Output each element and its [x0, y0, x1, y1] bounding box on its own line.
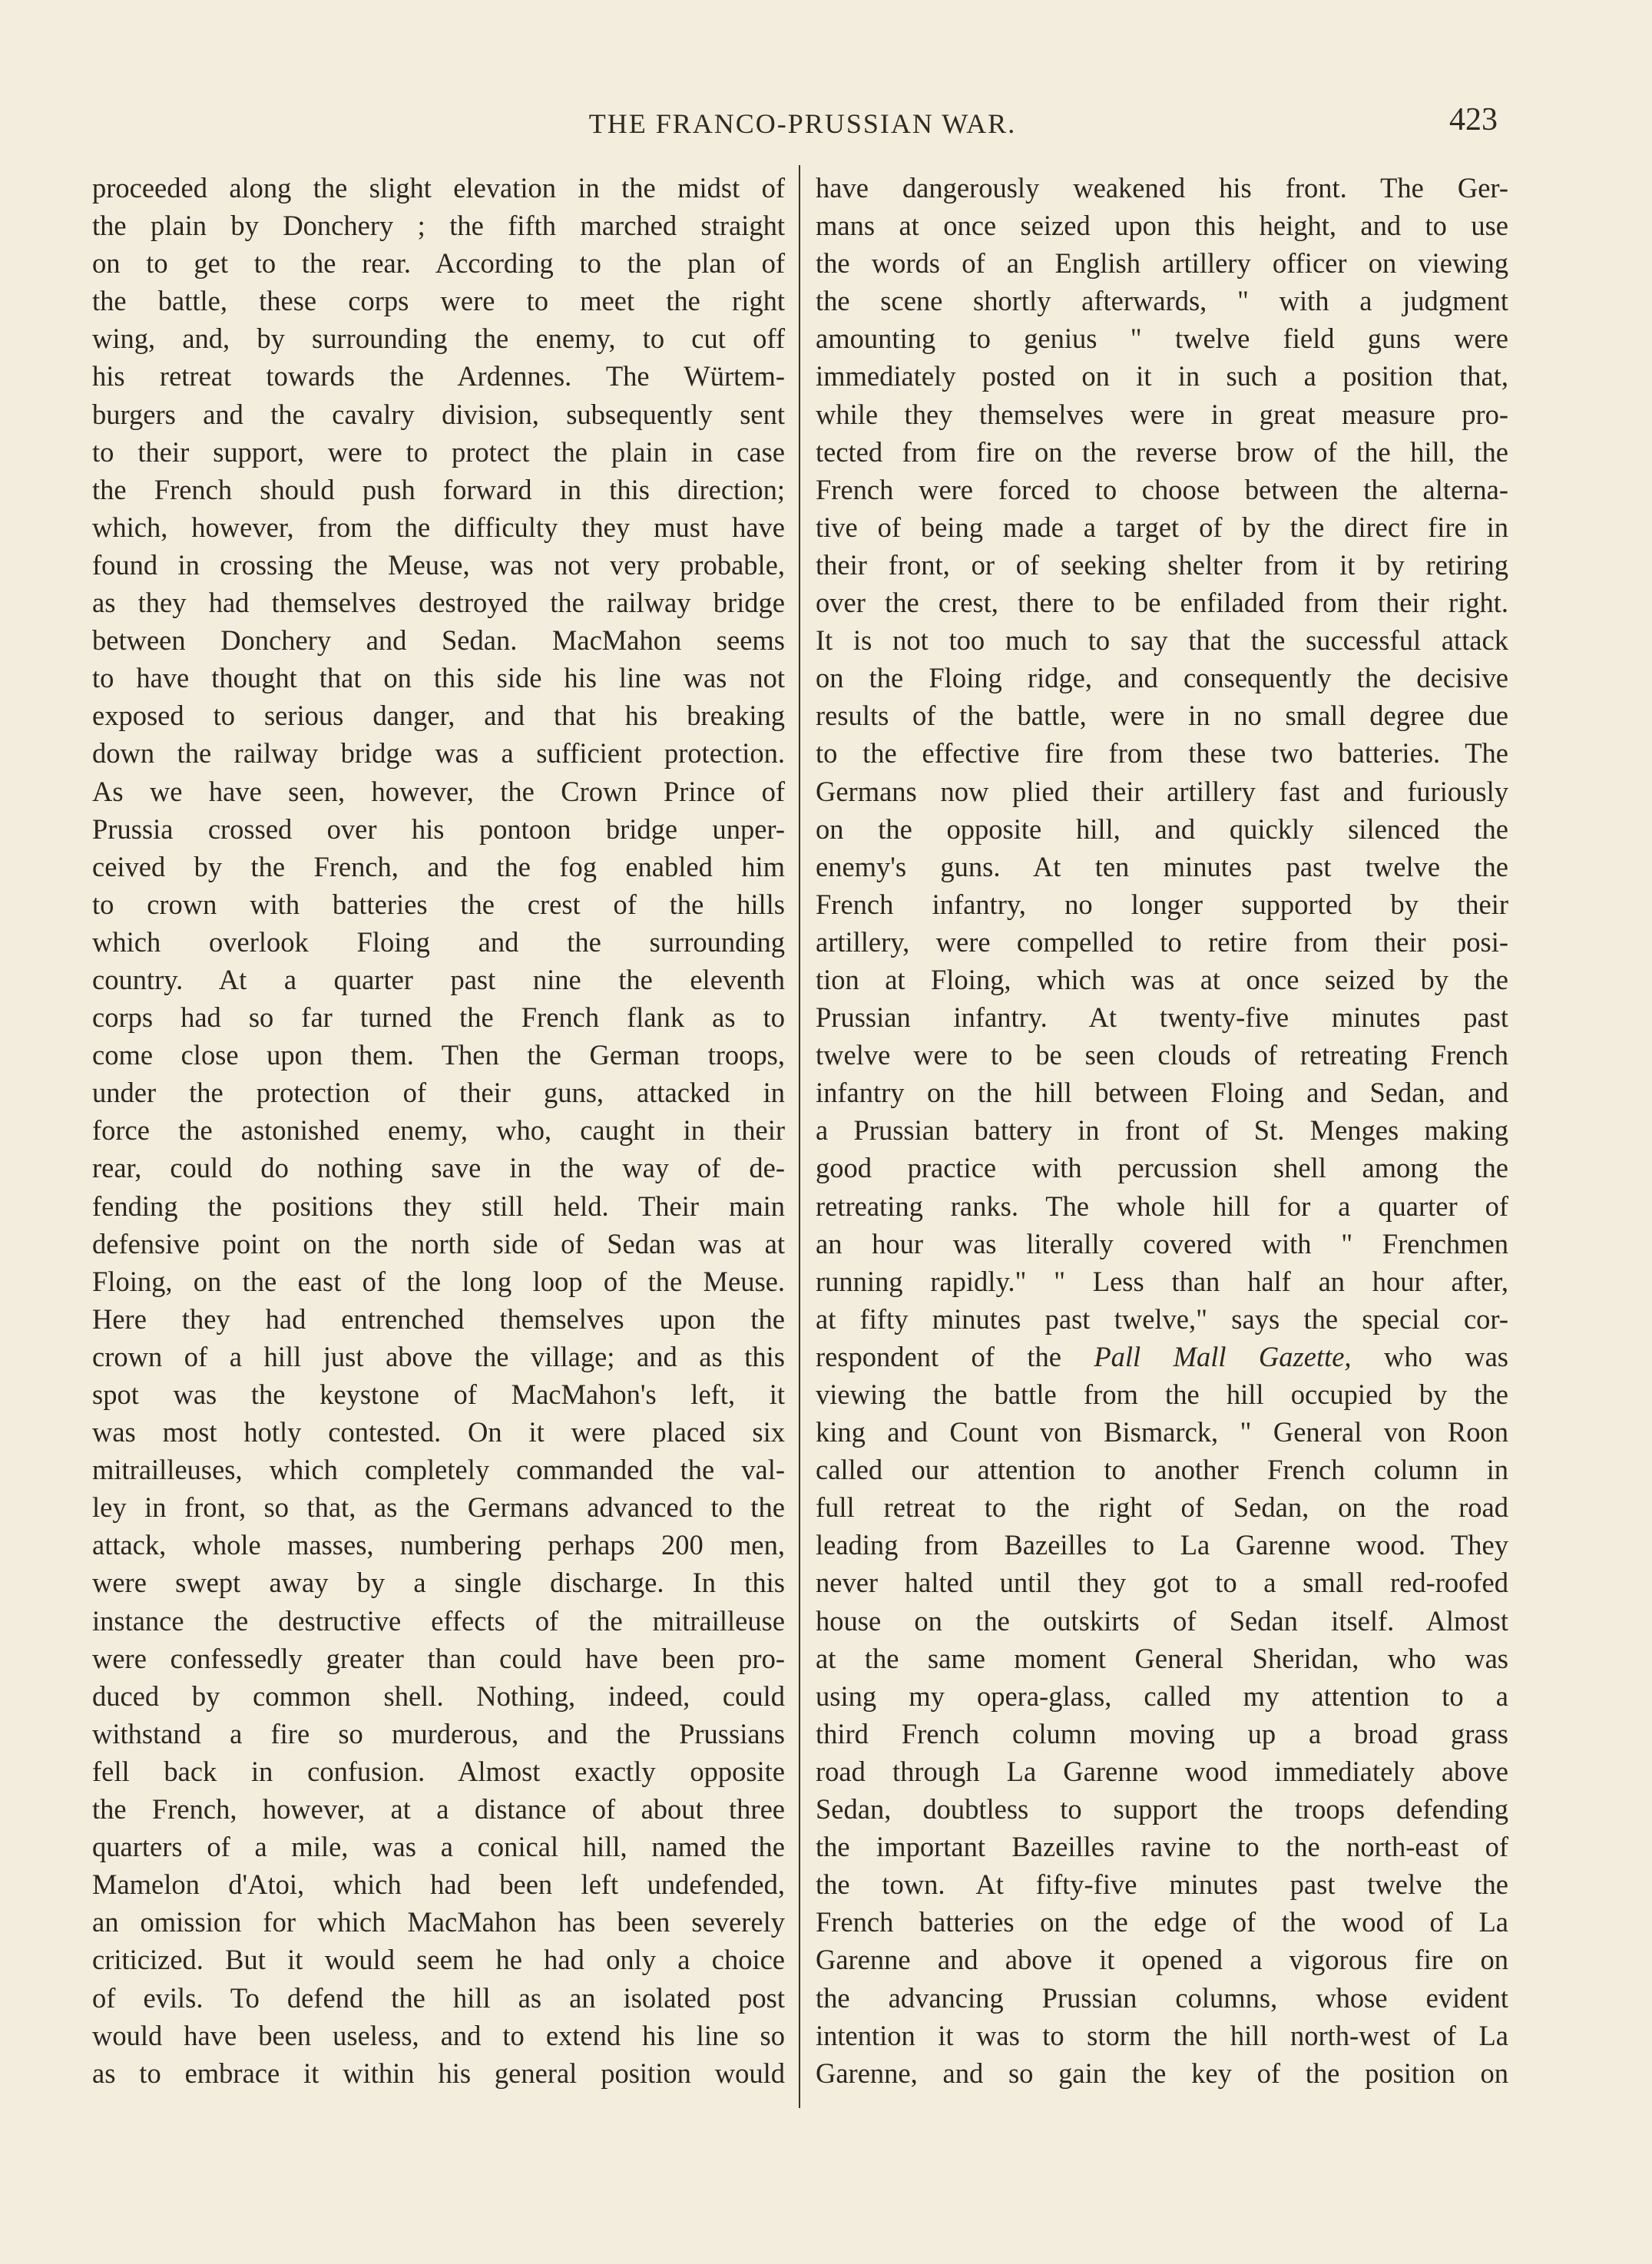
text-line: an omission for which MacMahon has been severely	[92, 1906, 785, 1938]
text-line: respondent of the Pall Mall Gazette, who was	[816, 1340, 1508, 1372]
text-line: to their support, were to protect the plain in case	[92, 435, 785, 468]
text-line: crown of a hill just above the village; and as this	[92, 1340, 785, 1372]
text-line: proceeded along the slight elevation in the midst of	[92, 172, 785, 204]
text-line: full retreat to the right of Sedan, on the road	[816, 1491, 1508, 1524]
text-line: fell back in confusion. Almost exactly opposite	[92, 1755, 785, 1787]
text-line: defensive point on the north side of Sedan was at	[92, 1227, 785, 1259]
text-line: French batteries on the edge of the wood of La	[816, 1906, 1508, 1938]
text-line: French were forced to choose between the alterna-	[816, 473, 1508, 505]
text-line: immediately posted on it in such a position that,	[816, 360, 1508, 392]
text-line: while they themselves were in great measure pro-	[816, 398, 1508, 430]
text-line: Sedan, doubtless to support the troops defending	[816, 1793, 1508, 1825]
text-line: on the opposite hill, and quickly silenced the	[816, 813, 1508, 845]
text-line: good practice with percussion shell among the	[816, 1152, 1508, 1184]
running-title: THE FRANCO-PRUSSIAN WAR.	[588, 108, 1017, 139]
text-line: leading from Bazeilles to La Garenne wood. They	[816, 1529, 1508, 1561]
text-line: was most hotly contested. On it were placed six	[92, 1416, 785, 1448]
text-line: come close upon them. Then the German troops,	[92, 1039, 785, 1071]
text-line: the important Bazeilles ravine to the north-east of	[816, 1831, 1508, 1863]
text-line: ceived by the French, and the fog enabled him	[92, 850, 785, 882]
text-line: burgers and the cavalry division, subsequently sent	[92, 398, 785, 430]
text-line: spot was the keystone of MacMahon's left, it	[92, 1379, 785, 1410]
text-line: would have been useless, and to extend his line so	[92, 2019, 785, 2051]
text-line: third French column moving up a broad grass	[816, 1717, 1508, 1749]
text-line: called our attention to another French column in	[816, 1454, 1508, 1486]
text-line: mitrailleuses, which completely commanded the val-	[92, 1454, 785, 1486]
text-line: at fifty minutes past twelve," says the special cor-	[816, 1302, 1508, 1335]
text-line: as they had themselves destroyed the railway bridge	[92, 587, 785, 619]
text-line: tion at Floing, which was at once seized by the	[816, 963, 1508, 995]
text-line: under the protection of their guns, attacked in	[92, 1077, 785, 1109]
text-line: exposed to serious danger, and that his breaking	[92, 700, 785, 732]
text-line: Garenne and above it opened a vigorous fire on	[816, 1944, 1508, 1976]
text-line: country. At a quarter past nine the eleventh	[92, 963, 785, 995]
text-line: at the same moment General Sheridan, who was	[816, 1642, 1508, 1674]
text-line: Prussian infantry. At twenty-five minutes past	[816, 1001, 1508, 1034]
text-line: his retreat towards the Ardennes. The Würtem-	[92, 360, 785, 392]
text-line: the scene shortly afterwards, " with a judgment	[816, 285, 1508, 317]
text-line: duced by common shell. Nothing, indeed, could	[92, 1680, 785, 1712]
text-line: Garenne, and so gain the key of the position on	[816, 2057, 1508, 2089]
text-line: viewing the battle from the hill occupied by the	[816, 1379, 1508, 1410]
text-line: enemy's guns. At ten minutes past twelve the	[816, 850, 1508, 882]
left-column	[92, 169, 785, 2120]
text-line: twelve were to be seen clouds of retreating French	[816, 1039, 1508, 1071]
text-line: mans at once seized upon this height, and to use	[816, 210, 1508, 242]
text-line: infantry on the hill between Floing and Sedan, and	[816, 1077, 1508, 1109]
text-line: Germans now plied their artillery fast and furiously	[816, 775, 1508, 807]
text-line: instance the destructive effects of the mitrailleuse	[92, 1604, 785, 1637]
text-line: were swept away by a single discharge. In this	[92, 1567, 785, 1599]
text-line: retreating ranks. The whole hill for a quarter of	[816, 1190, 1508, 1222]
text-line: ley in front, so that, as the Germans advanced to the	[92, 1491, 785, 1524]
text-line: which overlook Floing and the surrounding	[92, 925, 785, 958]
text-line: amounting to genius " twelve field guns were	[816, 323, 1508, 355]
text-line: which, however, from the difficulty they must have	[92, 511, 785, 543]
text-line: the words of an English artillery officer on viewing	[816, 247, 1508, 280]
text-line: of evils. To defend the hill as an isolated post	[92, 1981, 785, 2014]
text-line: the plain by Donchery ; the fifth marched straight	[92, 210, 785, 242]
text-line: results of the battle, were in no small degree due	[816, 700, 1508, 732]
text-line: to the effective fire from these two batteries. The	[816, 737, 1508, 770]
page-number: 423	[1449, 102, 1498, 137]
text-line: to crown with batteries the crest of the hills	[92, 888, 785, 920]
column-divider	[799, 165, 800, 2108]
text-line: artillery, were compelled to retire from their posi-	[816, 925, 1508, 958]
text-line: were confessedly greater than could have been pro-	[92, 1642, 785, 1674]
text-line: attack, whole masses, numbering perhaps 200 men,	[92, 1529, 785, 1561]
text-line: to have thought that on this side his line was not	[92, 662, 785, 694]
text-line: the town. At fifty-five minutes past twelve the	[816, 1868, 1508, 1901]
text-line: an hour was literally covered with " Frenchmen	[816, 1227, 1508, 1259]
text-line: have dangerously weakened his front. The Ger-	[816, 172, 1508, 204]
text-line: Here they had entrenched themselves upon the	[92, 1302, 785, 1335]
right-column	[816, 169, 1508, 2120]
text-line: a Prussian battery in front of St. Menges making	[816, 1114, 1508, 1147]
text-line: force the astonished enemy, who, caught in their	[92, 1114, 785, 1147]
text-line: king and Count von Bismarck, " General von Roon	[816, 1416, 1508, 1448]
text-line: As we have seen, however, the Crown Prince of	[92, 775, 785, 807]
text-line: tive of being made a target of by the direct fire in	[816, 511, 1508, 543]
text-line: house on the outskirts of Sedan itself. Almost	[816, 1604, 1508, 1637]
text-line: French infantry, no longer supported by their	[816, 888, 1508, 920]
text-line: Floing, on the east of the long loop of the Meuse.	[92, 1265, 785, 1297]
text-line: fending the positions they still held. Their main	[92, 1190, 785, 1222]
text-fragment: who was	[1351, 1340, 1508, 1372]
text-line: rear, could do nothing save in the way of de-	[92, 1152, 785, 1184]
text-line: their front, or of seeking shelter from it by retiring	[816, 548, 1508, 581]
text-line: over the crest, there to be enfiladed from their right.	[816, 587, 1508, 619]
text-line: the French, however, at a distance of about three	[92, 1793, 785, 1825]
text-line: on to get to the rear. According to the plan of	[92, 247, 785, 280]
text-line: the advancing Prussian columns, whose evident	[816, 1981, 1508, 2014]
text-line: the French should push forward in this direction;	[92, 473, 785, 505]
text-line: on the Floing ridge, and consequently the decisive	[816, 662, 1508, 694]
text-line: running rapidly." " Less than half an hour after,	[816, 1265, 1508, 1297]
text-line: Prussia crossed over his pontoon bridge unper-	[92, 813, 785, 845]
text-line: using my opera-glass, called my attention to a	[816, 1680, 1508, 1712]
text-line: Mamelon d'Atoi, which had been left undefended,	[92, 1868, 785, 1901]
text-line: quarters of a mile, was a conical hill, named the	[92, 1831, 785, 1863]
text-line: down the railway bridge was a sufficient protection.	[92, 737, 785, 770]
text-line: withstand a fire so murderous, and the Prussians	[92, 1717, 785, 1749]
text-line: road through La Garenne wood immediately above	[816, 1755, 1508, 1787]
text-line: the battle, these corps were to meet the right	[92, 285, 785, 317]
text-line: found in crossing the Meuse, was not very probable,	[92, 548, 785, 581]
text-line: as to embrace it within his general position would	[92, 2057, 785, 2089]
text-line: intention it was to storm the hill north-west of La	[816, 2019, 1508, 2051]
text-line: corps had so far turned the French flank as to	[92, 1001, 785, 1034]
text-line: wing, and, by surrounding the enemy, to cut off	[92, 323, 785, 355]
text-line: criticized. But it would seem he had only a choice	[92, 1944, 785, 1976]
text-line: never halted until they got to a small red-roofed	[816, 1567, 1508, 1599]
text-line: It is not too much to say that the successful attack	[816, 624, 1508, 657]
text-line: between Donchery and Sedan. MacMahon seems	[92, 624, 785, 657]
italic-title: Pall Mall Gazette,	[1094, 1340, 1352, 1372]
text-line: tected from fire on the reverse brow of the hill, the	[816, 435, 1508, 468]
